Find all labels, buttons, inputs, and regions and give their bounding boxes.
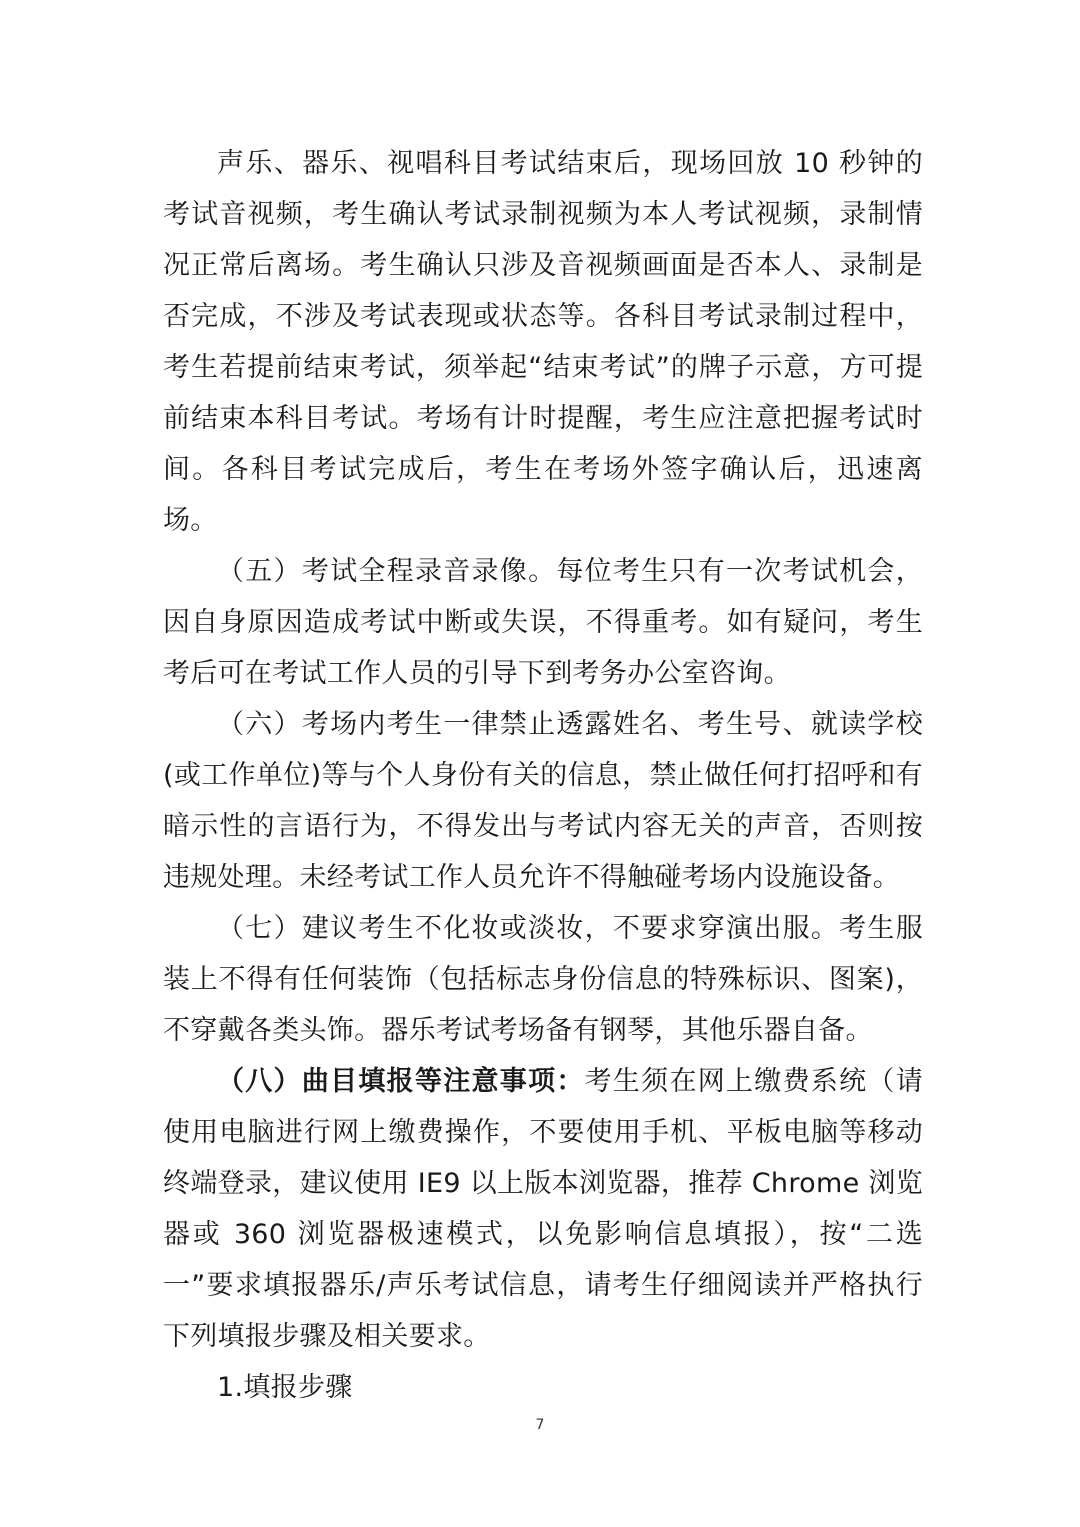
paragraph-item-8-heading: （八）曲目填报等注意事项： bbox=[217, 1066, 585, 1097]
paragraph-item-6-identity: （六）考场内考生一律禁止透露姓名、考生号、就读学校(或工作单位)等与个人身份有关的信息，禁止做任何打招呼和有暗示性的言语行为，不得发出与考试内容无关的声音，否则按违规处理。未经考试工作人员允许不得触碰考场内设施设备。 bbox=[163, 709, 923, 893]
paragraph-item-8-repertoire bbox=[163, 1056, 923, 1362]
paragraph-item-8-text: 考生须在网上缴费系统（请使用电脑进行网上缴费操作，不要使用手机、平板电脑等移动终端登录，建议使用 IE9 以上版本浏览器，推荐 Chrome 浏览器或 360 浏览器极速模式，以免影响信息填报），按“二选一”要求填报器乐/声乐考试信息，请考生仔细阅读并严格执行下列填报步骤及相关要求。 bbox=[163, 1066, 923, 1352]
document-body bbox=[163, 138, 923, 1413]
paragraph-item-7-attire: （七）建议考生不化妆或淡妆，不要求穿演出服。考生服装上不得有任何装饰（包括标志身份信息的特殊标识、图案)，不穿戴各类头饰。器乐考试考场备有钢琴，其他乐器自备。 bbox=[163, 913, 923, 1046]
page-number: 7 bbox=[535, 1417, 545, 1433]
paragraph-fill-steps: 1.填报步骤 bbox=[217, 1372, 353, 1403]
paragraph-exam-playback: 声乐、器乐、视唱科目考试结束后，现场回放 10 秒钟的考试音视频，考生确认考试录制视频为本人考试视频，录制情况正常后离场。考生确认只涉及音视频画面是否本人、录制是否完成，不涉及考试表现或状态等。各科目考试录制过程中，考生若提前结束考试，须举起“结束考试”的牌子示意，方可提前结束本科目考试。考场有计时提醒，考生应注意把握考试时间。各科目考试完成后，考生在考场外签字确认后，迅速离场。 bbox=[163, 148, 923, 536]
paragraph-item-5-recording: （五）考试全程录音录像。每位考生只有一次考试机会，因自身原因造成考试中断或失误，不得重考。如有疑问，考生考后可在考试工作人员的引导下到考务办公室咨询。 bbox=[163, 556, 923, 689]
